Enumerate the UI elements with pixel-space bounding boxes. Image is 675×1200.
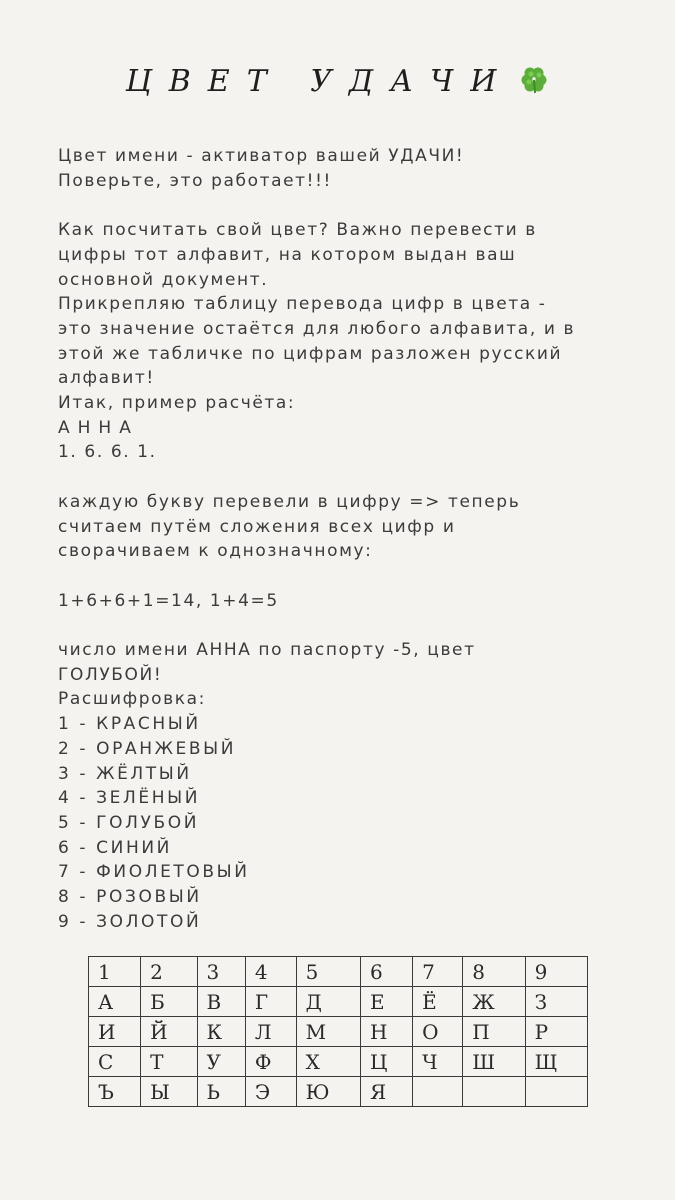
table-cell: Н — [360, 1017, 412, 1047]
table-cell: И — [89, 1017, 141, 1047]
table-cell: Ц — [360, 1047, 412, 1077]
body-line: Прикрепляю таблицу перевода цифр в цвета - — [58, 294, 547, 315]
table-cell: 4 — [245, 957, 296, 987]
table-cell: 7 — [413, 957, 463, 987]
four-leaf-clover-icon — [519, 65, 549, 95]
article-body — [58, 144, 648, 934]
blank-line — [58, 465, 648, 490]
table-cell: Т — [141, 1047, 197, 1077]
table-row-digits — [89, 957, 588, 987]
table-cell: Б — [141, 987, 197, 1017]
table-cell: Щ — [525, 1047, 587, 1077]
table-cell: С — [89, 1047, 141, 1077]
table-cell: Ю — [296, 1077, 360, 1107]
blank-line — [58, 613, 648, 638]
body-line: Итак, пример расчёта: — [58, 393, 296, 414]
table-cell: 6 — [360, 957, 412, 987]
blank-line — [58, 193, 648, 218]
body-line: число имени АННА по паспорту -5, цвет — [58, 640, 476, 660]
table-cell: Г — [245, 987, 296, 1017]
color-legend-item: 8 - РОЗОВЫЙ — [58, 887, 202, 908]
body-line: каждую букву перевели в цифру => теперь — [58, 491, 521, 512]
color-legend-item: 6 - СИНИЙ — [58, 837, 172, 858]
table-cell: Л — [245, 1017, 296, 1047]
color-legend-item: 7 - ФИОЛЕТОВЫЙ — [58, 862, 250, 883]
body-line: это значение остаётся для любого алфавита, и в — [58, 318, 576, 339]
table-cell — [463, 1077, 525, 1107]
table-cell: Ё — [413, 987, 463, 1017]
table-cell: Д — [296, 987, 360, 1017]
example-word: АННА — [58, 417, 139, 438]
table-row — [89, 1047, 588, 1077]
table-cell — [525, 1077, 587, 1107]
table-cell: М — [296, 1017, 360, 1047]
table-cell: Ь — [197, 1077, 245, 1107]
body-line: Как посчитать свой цвет? Важно перевести в — [58, 220, 537, 241]
page-title — [0, 62, 675, 102]
body-line: Цвет имени - активатор вашей УДАЧИ! — [58, 146, 465, 166]
table-cell: Ъ — [89, 1077, 141, 1107]
table-cell: Ф — [245, 1047, 296, 1077]
body-line: основной документ. — [58, 269, 269, 290]
table-cell: З — [525, 987, 587, 1017]
table-cell: Х — [296, 1047, 360, 1077]
color-legend-item: 1 - КРАСНЫЙ — [58, 714, 201, 735]
table-cell: 2 — [141, 957, 197, 987]
table-cell: У — [197, 1047, 245, 1077]
table-cell: Е — [360, 987, 412, 1017]
table-row — [89, 1077, 588, 1107]
table-cell — [413, 1077, 463, 1107]
page-title-text: ЦВЕТ УДАЧИ — [125, 64, 514, 99]
table-cell: Й — [141, 1017, 197, 1047]
body-line: Поверьте, это работает!!! — [58, 170, 332, 191]
color-legend-item: 9 - ЗОЛОТОЙ — [58, 911, 202, 932]
table-cell: 3 — [197, 957, 245, 987]
table-row — [89, 987, 588, 1017]
body-line: ГОЛУБОЙ! — [58, 664, 163, 685]
table-cell: А — [89, 987, 141, 1017]
table-cell: 5 — [296, 957, 360, 987]
body-line: цифры тот алфавит, на котором выдан ваш — [58, 244, 517, 265]
table-cell: 9 — [525, 957, 587, 987]
table-cell: Р — [525, 1017, 587, 1047]
table-cell: Я — [360, 1077, 412, 1107]
color-legend-item: 3 - ЖЁЛТЫЙ — [58, 763, 192, 784]
table-cell: В — [197, 987, 245, 1017]
color-legend-item: 5 - ГОЛУБОЙ — [58, 812, 200, 833]
table-cell: Э — [245, 1077, 296, 1107]
example-digits: 1. 6. 6. 1. — [58, 442, 157, 463]
alphabet-number-table — [88, 956, 588, 1107]
sum-formula: 1+6+6+1=14, 1+4=5 — [58, 590, 279, 611]
table-cell: К — [197, 1017, 245, 1047]
body-line: алфавит! — [58, 368, 155, 389]
body-line: Расшифровка: — [58, 689, 206, 710]
table-cell: П — [463, 1017, 525, 1047]
table-cell: Ч — [413, 1047, 463, 1077]
body-line: этой же табличке по цифрам разложен русский — [58, 343, 563, 364]
body-line: сворачиваем к однозначному: — [58, 541, 373, 562]
body-line: считаем путём сложения всех цифр и — [58, 516, 456, 537]
table-cell: Ш — [463, 1047, 525, 1077]
table-cell: 8 — [463, 957, 525, 987]
table-cell: 1 — [89, 957, 141, 987]
table-cell: О — [413, 1017, 463, 1047]
color-legend-item: 4 - ЗЕЛЁНЫЙ — [58, 788, 201, 809]
blank-line — [58, 564, 648, 589]
table-cell: Ж — [463, 987, 525, 1017]
color-legend-item: 2 - ОРАНЖЕВЫЙ — [58, 738, 237, 759]
table-cell: Ы — [141, 1077, 197, 1107]
table-row — [89, 1017, 588, 1047]
